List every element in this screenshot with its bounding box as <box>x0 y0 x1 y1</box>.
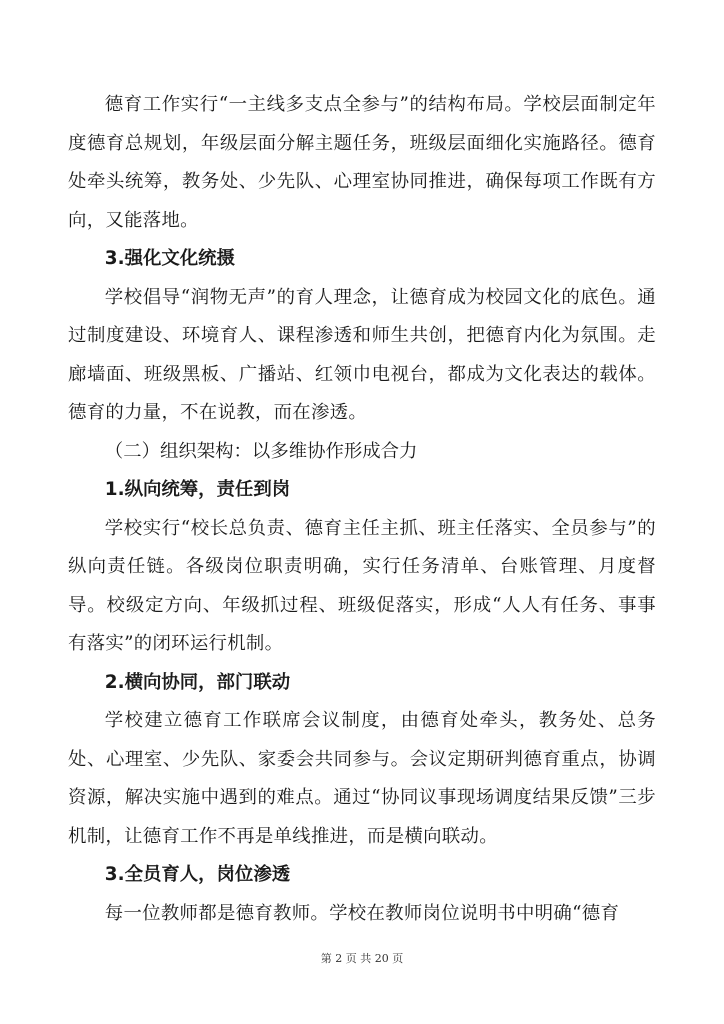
heading-all-staff: 3.全员育人，岗位渗透 <box>104 864 291 885</box>
heading-culture: 3.强化文化统摄 <box>104 248 235 269</box>
heading-horizontal: 2.横向协同，部门联动 <box>104 671 291 693</box>
page-footer: 第 2 页 共 20 页 <box>320 952 404 965</box>
heading-vertical: 1.纵向统筹，责任到岗 <box>104 479 291 500</box>
section-heading-organization: （二）组织架构：以多维协作形成合力 <box>104 440 418 462</box>
paragraph-culture: 学校倡导“润物无声”的育人理念，让德育成为校园文化的底色。通过制度建设、环境育人、课程渗透和师生共创，把德育内化为氛围。走廊墙面、班级黑板、广播站、红领巾电视台，都成为文化表达的载体。德育的力量，不在说教，而在渗透。 <box>68 286 656 423</box>
paragraph-all-staff: 每一位教师都是德育教师。学校在教师岗位说明书中明确“德育 <box>104 902 620 924</box>
paragraph-vertical: 学校实行“校长总负责、德育主任主抓、班主任落实、全员参与”的纵向责任链。各级岗位职责明确，实行任务清单、台账管理、月度督导。校级定方向、年级抓过程、班级促落实，形成“人人有任务、事事有落实”的闭环运行机制。 <box>68 517 656 654</box>
paragraph-structure-layout: 德育工作实行“一主线多支点全参与”的结构布局。学校层面制定年度德育总规划，年级层面分解主题任务，班级层面细化实施路径。德育处牵头统筹，教务处、少先队、心理室协同推进，确保每项工作既有方向，又能落地。 <box>68 94 656 231</box>
document-body <box>68 86 656 933</box>
paragraph-horizontal: 学校建立德育工作联席会议制度，由德育处牵头，教务处、总务处、心理室、少先队、家委会共同参与。会议定期研判德育重点，协调资源，解决实施中遇到的难点。通过“协同议事现场调度结果反馈”三步机制，让德育工作不再是单线推进，而是横向联动。 <box>68 710 656 847</box>
